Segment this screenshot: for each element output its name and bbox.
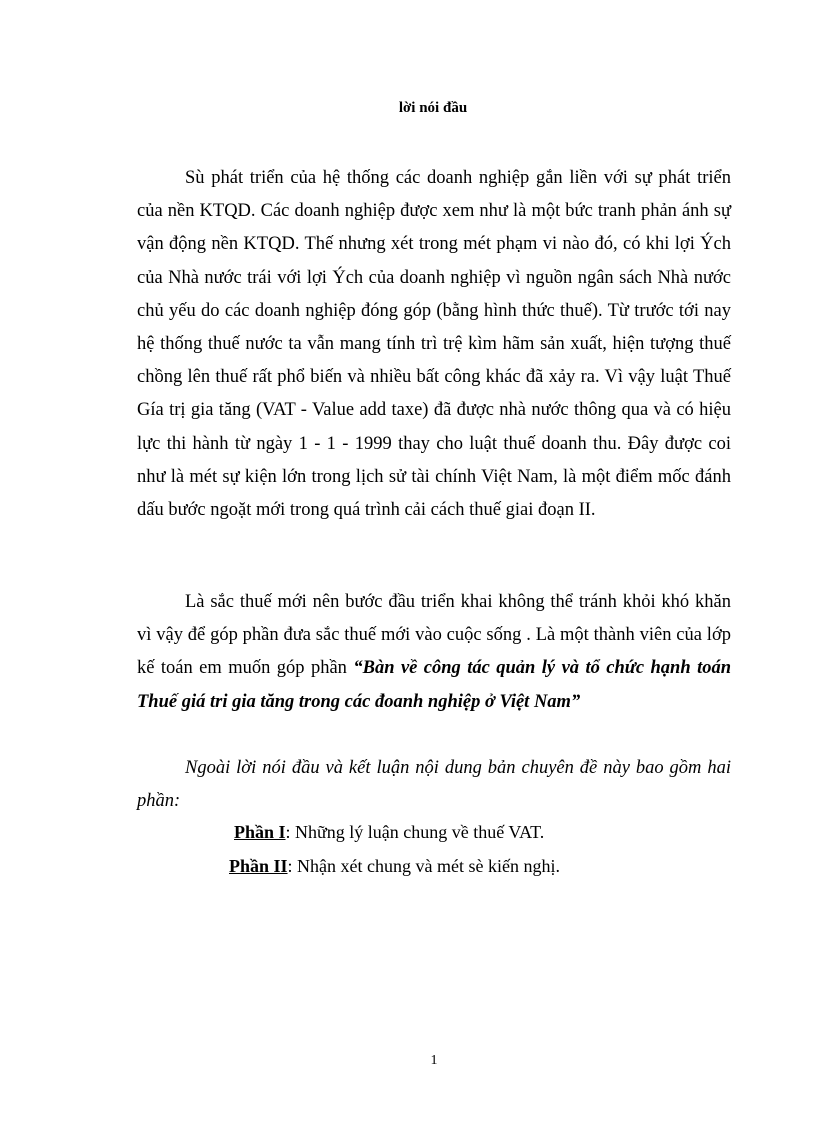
paragraph-outline: Ngoài lời nói đầu và kết luận nội dung bản chuyên đề này bao gồm hai phần: xyxy=(137,758,731,812)
page-title: lời nói đầu xyxy=(398,100,468,116)
paragraph-motivation xyxy=(137,586,731,719)
part-one-line xyxy=(234,822,544,843)
page-number: 1 xyxy=(430,1053,438,1068)
part-two-line xyxy=(229,856,560,877)
part-one-label: Phần I xyxy=(234,822,286,842)
paragraph-motivation-text: Là sắc thuế mới nên bước đầu triển khai không thể tránh khỏi khó khăn vì vậy để góp phần đưa sắc thuế mới vào cuộc sống . Là một thành viên của lớp kế toán em muốn góp phần xyxy=(137,592,731,679)
part-two-label: Phần II xyxy=(229,856,288,876)
paragraph-development: Sù phát triển của hệ thống các doanh nghiệp gắn liền với sự phát triển của nền KTQD. Các doanh nghiệp được xem như là một bức tranh phản ánh sự vận động nền KTQD. Thế nhưng xét trong mét phạm vi nào đó, có khi lợi Ých của Nhà nước trái với lợi Ých của doanh nghiệp vì nguồn ngân sách Nhà nước chủ yếu do các doanh nghiệp đóng góp (bằng hình thức thuế). Từ trước tới nay hệ thống thuế nước ta vẫn mang tính trì trệ kìm hãm sản xuất, hiện tượng thuế chồng lên thuế rất phổ biến và nhiều bất công khác đã xảy ra. Vì vậy luật Thuế Gía trị gia tăng (VAT - Value add taxe) đã được nhà nước thông qua và có hiệu lực thi hành từ ngày 1 - 1 - 1999 thay cho luật thuế doanh thu. Đây được coi như là mét sự kiện lớn trong lịch sử tài chính Việt Nam, là một điểm mốc đánh dấu bước ngoặt mới trong quá trình cải cách thuế giai đoạn II. xyxy=(137,168,731,521)
thesis-title-quote: “Bàn về công tác quản lý và tổ chức hạnh toán Thuế giá tri gia tăng trong các đoanh nghiệp ở Việt Nam” xyxy=(137,658,731,712)
part-two-text: : Nhận xét chung và mét sè kiến nghị. xyxy=(287,856,560,876)
part-one-text: : Những lý luận chung về thuế VAT. xyxy=(285,822,545,842)
